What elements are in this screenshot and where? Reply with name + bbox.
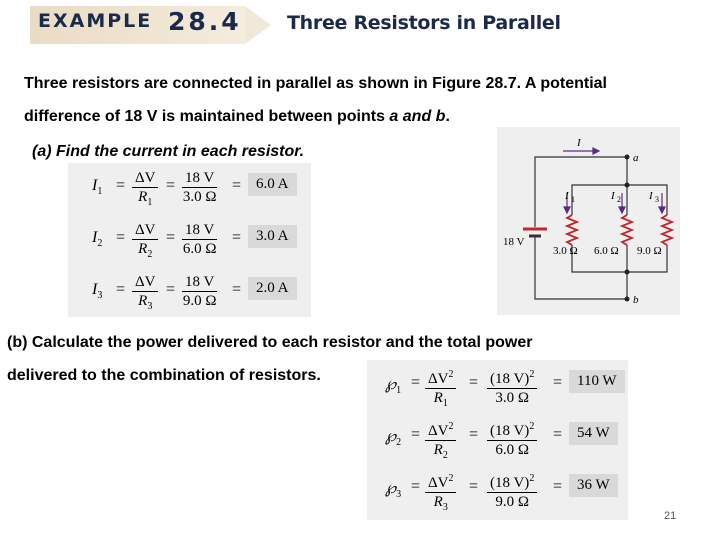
page-number: 21 xyxy=(664,510,677,522)
power-symbol-2: $℘_2$ xyxy=(385,428,402,449)
part-a-text: (a) Find the current in each resistor. xyxy=(32,143,305,160)
fraction-power-numeric-2: $\frac{(18 V)^2}{6.0 \Omega}$ xyxy=(487,418,537,459)
problem-line-1: Three resistors are connected in parallel as shown in Figure 28.7. A potential xyxy=(24,75,607,92)
label-a: a xyxy=(633,152,639,164)
currents-panel xyxy=(68,163,311,317)
current-result-3: 2.0 A xyxy=(248,277,297,300)
and-word: and xyxy=(398,108,436,125)
fraction-power-numeric-1: $\frac{(18 V)^2}{3.0 \Omega}$ xyxy=(487,366,537,407)
current-symbol-2: $I_2$ xyxy=(92,229,103,250)
fraction-dv-r3: $\frac{\Delta V}{R_3}$ xyxy=(132,273,158,316)
equals-sign: = xyxy=(116,177,126,194)
equals-sign: = xyxy=(116,281,126,298)
fraction-power-numeric-3: $\frac{(18 V)^2}{9.0 \Omega}$ xyxy=(487,470,537,511)
equals-sign: = xyxy=(469,426,479,443)
label-i-total: I xyxy=(577,137,581,149)
power-equation-3 xyxy=(367,464,628,516)
fraction-dv2-r3: $\frac{\Delta V^2}{R_3}$ xyxy=(425,470,456,517)
equals-sign: = xyxy=(553,426,563,443)
problem-line-2 xyxy=(24,108,450,126)
power-equation-1 xyxy=(367,360,628,412)
label-battery: 18 V xyxy=(503,236,525,248)
label-i3: I xyxy=(649,190,653,202)
power-result-3: 36 W xyxy=(569,474,618,497)
fraction-numeric-2: $\frac{18 V}{6.0 \Omega}$ xyxy=(182,222,217,257)
circuit-diagram xyxy=(497,127,680,315)
part-b-line-2: delivered to the combination of resistors. xyxy=(7,367,321,384)
label-i2: I xyxy=(611,190,615,202)
label-r3: 9.0 Ω xyxy=(637,245,662,257)
fraction-dv2-r1: $\frac{\Delta V^2}{R_1}$ xyxy=(425,366,456,413)
label-r2: 6.0 Ω xyxy=(594,245,619,257)
equals-sign: = xyxy=(116,229,126,246)
fraction-dv-r1: $\frac{\Delta V}{R_1}$ xyxy=(132,169,158,212)
junction-b xyxy=(625,297,630,302)
power-equation-2 xyxy=(367,412,628,464)
equals-sign: = xyxy=(553,374,563,391)
example-banner xyxy=(30,6,270,44)
label-i2-sub: 2 xyxy=(617,195,621,204)
current-equation-3 xyxy=(68,267,311,319)
label-b: b xyxy=(633,294,639,306)
fraction-numeric-1: $\frac{18 V}{3.0 \Omega}$ xyxy=(182,170,217,205)
current-arrow-3 xyxy=(659,207,665,213)
resistor-2 xyxy=(622,215,632,245)
equals-sign: = xyxy=(469,478,479,495)
label-i3-sub: 3 xyxy=(655,195,659,204)
junction-a xyxy=(625,155,630,160)
current-arrow-2 xyxy=(619,207,625,213)
part-a-question xyxy=(32,143,304,161)
fraction-dv2-r2: $\frac{\Delta V^2}{R_2}$ xyxy=(425,418,456,465)
label-i1: I xyxy=(565,190,569,202)
example-number: 28.4 xyxy=(168,7,242,36)
power-symbol-3: $℘_3$ xyxy=(385,480,402,501)
point-b-ref: b xyxy=(435,108,446,125)
resistor-1 xyxy=(567,215,577,245)
equals-sign: = xyxy=(553,478,563,495)
current-result-1: 6.0 A xyxy=(248,173,297,196)
equals-sign: = xyxy=(232,281,242,298)
equals-sign: = xyxy=(166,281,176,298)
part-b-line-1: (b) Calculate the power delivered to each resistor and the total power xyxy=(7,334,533,351)
current-symbol-3: $I_3$ xyxy=(92,281,103,302)
circuit-svg xyxy=(497,127,680,315)
fraction-dv-r2: $\frac{\Delta V}{R_2}$ xyxy=(132,221,158,264)
equals-sign: = xyxy=(469,374,479,391)
current-result-2: 3.0 A xyxy=(248,225,297,248)
equals-sign: = xyxy=(166,229,176,246)
label-r1: 3.0 Ω xyxy=(553,245,578,257)
current-arrow-total xyxy=(593,148,599,154)
powers-panel xyxy=(367,360,628,520)
equals-sign: = xyxy=(166,177,176,194)
current-equation-2 xyxy=(68,215,311,267)
equals-sign: = xyxy=(411,478,421,495)
equals-sign: = xyxy=(411,374,421,391)
equals-sign: = xyxy=(411,426,421,443)
resistor-3 xyxy=(662,215,672,245)
banner-arrow xyxy=(245,6,271,44)
power-result-1: 110 W xyxy=(569,370,625,393)
equals-sign: = xyxy=(232,177,242,194)
fraction-numeric-3: $\frac{18 V}{9.0 \Omega}$ xyxy=(182,274,217,309)
example-title: Three Resistors in Parallel xyxy=(287,12,561,34)
equals-sign: = xyxy=(232,229,242,246)
label-i1-sub: 1 xyxy=(571,195,575,204)
example-label: EXAMPLE xyxy=(38,10,153,32)
current-symbol-1: $I_1$ xyxy=(92,177,103,198)
current-equation-1 xyxy=(68,163,311,215)
problem-line-2-end: . xyxy=(445,108,450,125)
current-arrow-1 xyxy=(564,207,570,213)
point-a-ref: a xyxy=(389,108,399,125)
problem-line-2-start: difference of 18 V is maintained between points xyxy=(24,108,390,125)
power-symbol-1: $℘_1$ xyxy=(385,376,402,397)
power-result-2: 54 W xyxy=(569,422,618,445)
